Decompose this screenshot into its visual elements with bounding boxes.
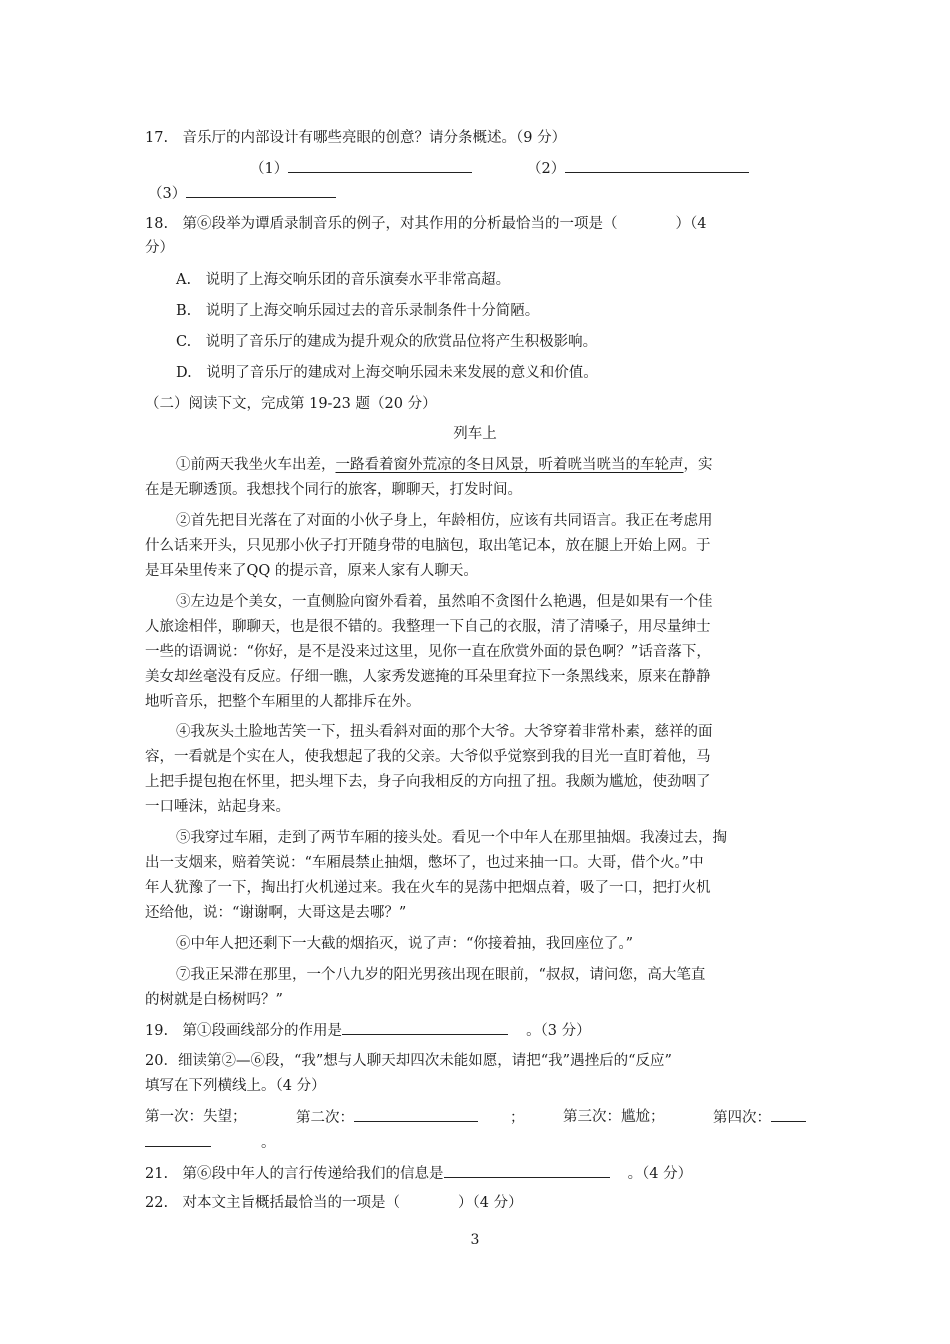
q17-blank-2[interactable] xyxy=(565,158,749,173)
p1-end: ，实 xyxy=(683,457,713,473)
passage-p2-line2: 什么话来开头，只见那小伙子打开随身带的电脑包，取出笔记本，放在腿上开始上网。于 xyxy=(145,538,711,554)
q18-prompt-cont: 分） xyxy=(145,240,174,256)
passage-p1-line2: 在是无聊透顶。我想找个同行的旅客，聊聊天，打发时间。 xyxy=(145,482,522,498)
passage-p5-line1: ⑤我穿过车厢，走到了两节车厢的接头处。看见一个中年人在那里抽烟。我凑过去，掏 xyxy=(176,830,727,846)
q20-third: 第三次：尴尬； xyxy=(563,1109,665,1125)
page-number: 3 xyxy=(470,1232,480,1248)
passage-p6: ⑥中年人把还剩下一大截的烟掐灭，说了声：“你接着抽，我回座位了。” xyxy=(176,936,634,952)
q17-blank-1[interactable] xyxy=(288,158,472,173)
passage-p7-line1: ⑦我正呆滞在那里，一个八九岁的阳光男孩出现在眼前，“叔叔，请问您，高大笔直 xyxy=(176,967,706,983)
passage-p3-line3: 一些的语调说：“你好，是不是没来过这里，见你一直在欣赏外面的景色啊？”话音落下， xyxy=(145,644,711,660)
passage-title: 列车上 xyxy=(453,426,497,442)
passage-p5-line3: 年人犹豫了一下，掏出打火机递过来。我在火车的晃荡中把烟点着，吸了一口，把打火机 xyxy=(145,880,711,896)
q21-blank[interactable] xyxy=(444,1163,610,1178)
p1-start: ①前两天我坐火车出差， xyxy=(176,457,336,473)
q18-prompt: 18. 第⑥段举为谭盾录制音乐的例子，对其作用的分析最恰当的一项是（ ）（4 xyxy=(145,216,707,232)
q20-semicolon: ； xyxy=(510,1110,525,1126)
passage-p5-line4: 还给他，说：“谢谢啊，大哥这是去哪？” xyxy=(145,905,407,921)
passage-p4-line3: 上把手提包抱在怀里，把头埋下去，身子向我相反的方向扭了扭。我颇为尴尬，使劲咽了 xyxy=(145,774,711,790)
q17-answer-3 xyxy=(148,183,336,204)
q19-blank[interactable] xyxy=(342,1020,508,1035)
q20-prompt: 20．细读第②—⑥段，“我”想与人聊天却四次未能如愿，请把“我”遇挫后的“反应” xyxy=(145,1053,672,1069)
q22-prompt: 22. 对本文主旨概括最恰当的一项是（ ）（4 分） xyxy=(145,1195,523,1211)
q18-option-b[interactable]: B. 说明了上海交响乐园过去的音乐录制条件十分简陋。 xyxy=(176,303,540,319)
section-heading: （二）阅读下文，完成第 19-23 题（20 分） xyxy=(145,396,437,412)
q20-first: 第一次：失望； xyxy=(145,1109,247,1125)
q20-prompt-cont: 填写在下列横线上。（4 分） xyxy=(145,1078,326,1094)
q20-fourth-cont xyxy=(145,1132,276,1153)
q17-answer-1 xyxy=(250,158,472,179)
passage-p7-line2: 的树就是白杨树吗？” xyxy=(145,992,283,1008)
q20-blank-4-cont[interactable] xyxy=(145,1132,211,1147)
passage-p4-line1: ④我灰头土脸地苦笑一下，扭头看斜对面的那个大爷。大爷穿着非常朴素，慈祥的面 xyxy=(176,724,713,740)
passage-p3-line1: ③左边是个美女，一直侧脸向窗外看着，虽然咱不贪图什么艳遇，但是如果有一个佳 xyxy=(176,594,713,610)
q20-period: 。 xyxy=(261,1135,276,1151)
passage-p5-line2: 出一支烟来，赔着笑说：“车厢晨禁止抽烟，憋坏了，也过来抽一口。大哥，借个火。”中 xyxy=(145,855,704,871)
q17-answer-3-label: （3） xyxy=(148,186,187,202)
q21-points: 。（4 分） xyxy=(627,1166,693,1182)
passage-p4-line2: 容，一看就是个实在人，使我想起了我的父亲。大爷似乎觉察到我的目光一直盯着他，马 xyxy=(145,749,711,765)
passage-p3-line2: 人旅途相伴，聊聊天，也是很不错的。我整理一下自己的衣服，清了清嗓子，用尽量绅士 xyxy=(145,619,711,635)
q19 xyxy=(145,1020,591,1041)
q17-answer-2 xyxy=(527,158,749,179)
q18-option-d[interactable]: D. 说明了音乐厅的建成对上海交响乐园未来发展的意义和价值。 xyxy=(176,365,598,381)
q17-prompt: 17. 音乐厅的内部设计有哪些亮眼的创意？请分条概述。（9 分） xyxy=(145,130,567,146)
q18-option-a[interactable]: A. 说明了上海交响乐团的音乐演奏水平非常高超。 xyxy=(176,272,511,288)
q20-blank-4[interactable] xyxy=(771,1107,806,1122)
passage-p1-line1 xyxy=(176,455,713,475)
q17-answer-2-label: （2） xyxy=(527,161,566,177)
q20-blank-2[interactable] xyxy=(354,1107,478,1122)
q20-fourth-label: 第四次： xyxy=(713,1110,771,1126)
passage-p3-line4: 美女却丝毫没有反应。仔细一瞧，人家秀发遮掩的耳朵里耷拉下一条黑线来，原来在静静 xyxy=(145,669,711,685)
q21-prompt: 21. 第⑥段中年人的言行传递给我们的信息是 xyxy=(145,1166,444,1182)
q20-fourth xyxy=(713,1107,806,1128)
q20-second xyxy=(296,1107,525,1128)
passage-p3-line5: 地听音乐，把整个车厢里的人都排斥在外。 xyxy=(145,694,421,710)
passage-p2-line3: 是耳朵里传来了QQ 的提示音，原来人家有人聊天。 xyxy=(145,563,478,579)
passage-p4-line4: 一口唾沫，站起身来。 xyxy=(145,799,290,815)
q18-option-c[interactable]: C. 说明了音乐厅的建成为提升观众的欣赏品位将产生积极影响。 xyxy=(176,334,598,350)
q17-answer-1-label: （1） xyxy=(250,161,289,177)
q20-second-label: 第二次： xyxy=(296,1110,354,1126)
q19-prompt: 19. 第①段画线部分的作用是 xyxy=(145,1023,343,1039)
p1-underlined: 一路看着窗外荒凉的冬日风景，听着咣当咣当的车轮声 xyxy=(335,457,684,473)
q19-points: 。（3 分） xyxy=(526,1023,591,1039)
passage-p2-line1: ②首先把目光落在了对面的小伙子身上，年龄相仿，应该有共同语言。我正在考虑用 xyxy=(176,513,713,529)
q17-blank-3[interactable] xyxy=(186,183,336,198)
q21 xyxy=(145,1163,692,1184)
